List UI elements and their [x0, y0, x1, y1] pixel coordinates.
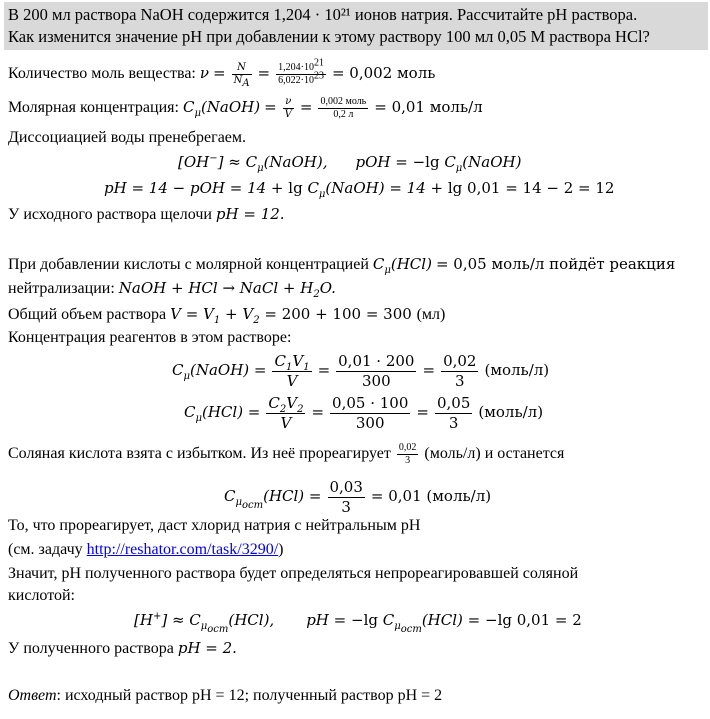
moles-result: = 0,002 моль [331, 64, 436, 83]
excess-line: Соляная кислота взята с избытком. Из неё прореагирует $\frac{0,02}{3}$ (моль/л) и останется [8, 442, 565, 466]
initial-ph-line: У исходного раствора щелочи pH = 12. [8, 205, 285, 223]
final-line-2: кислотой: [8, 587, 75, 604]
molar-result: = 0,01 моль/л [374, 98, 483, 117]
acid-add-line: При добавлении кислоты с молярной концентрацией $C_\mu(HCl) = 0,05$ моль/л пойдёт реакция [8, 255, 676, 276]
neutralization-line: нейтрализации: NaOH + HCl → NaCl + $H_2O$. [8, 279, 336, 300]
formula-c-hcl: $C_\mu(HCl)$ = $\frac{C_2V_2}{V}$ = $\frac{0,05 \cdot 100}{300}$ = $\frac{0,05}{3}$ (моль/л) [184, 394, 544, 432]
total-volume-line: Общий объем раствора $V = V_1 + V_2 = 200 + 100 = 300$ (мл) [8, 305, 446, 326]
answer-line [8, 686, 442, 706]
formula-oh: $[OH^-] \approx C_\mu(NaOH)$, pOH = −lg $C_\mu(NaOH)$ [178, 153, 522, 174]
answer-label: Ответ [8, 687, 57, 704]
reagent-conc-label: Концентрация реагентов в этом растворе: [8, 329, 292, 346]
formula-h: $[H^+] \approx C_{\mu_{ост}}(HCl)$, pH = −lg $C_{\mu_{ост}}(HCl) = -\lg$ 0,01 = 2 [134, 611, 582, 635]
molar-label: Молярная концентрация: [8, 99, 179, 117]
neutral-note: То, что прореагирует, даст хлорид натрия с нейтральным pH [8, 517, 421, 534]
problem-line-1: В 200 мл раствора NaOH содержится 1,204 · 10²¹ ионов натрия. Рассчитайте pH раствора. [8, 5, 638, 24]
answer-text: : исходный раствор pH = 12; полученный раствор pH = 2 [56, 687, 443, 704]
formula-c-remaining: $C_{\mu_{ост}}(HCl)$ = $\frac{0,03}{3}$ = 0,01 (моль/л) [224, 478, 492, 516]
formula-c-naoh: $C_\mu(NaOH)$ = $\frac{C_1V_1}{V}$ = $\frac{0,01 \cdot 200}{300}$ = $\frac{0,02}{3}$ (моль/л) [172, 352, 550, 390]
formula-ph: pH = 14 − pOH = $14 + \lg C_\mu(NaOH) = 14 + \lg 0,01 = 14 - 2 = 12$ [104, 179, 615, 200]
molar-concentration-line: Молярная концентрация: $C_\mu(NaOH)$ = $\frac{\nu}{V}$ = $\frac{\text{0,002 моль}}{0,2 л}$ = 0,01 моль/л [8, 96, 483, 120]
final-ph-value: pH = 2. [177, 639, 237, 657]
problem-statement [4, 2, 708, 50]
reshator-task-link[interactable]: http://reshator.com/task/3290/ [86, 541, 279, 558]
final-ph-line: У полученного раствора pH = 2. [8, 639, 237, 657]
see-task-line: (см. задачу http://reshator.com/task/3290/) [8, 541, 284, 558]
problem-line-2: Как изменится значение pH при добавлении к этому раствору 100 мл 0,05 М раствора HCl? [8, 27, 650, 46]
moles-line: Количество моль вещества: ν = $\frac{N}{N_A}$ = $\frac{1,204\cdot 10^{21}}{6,022\cdot 10^{23}}$ = 0,002 моль [8, 57, 436, 89]
moles-label: Количество моль вещества: [8, 65, 196, 83]
initial-ph-value: pH = 12. [215, 205, 285, 223]
dissociation-note: Диссоциацией воды пренебрегаем. [8, 129, 247, 146]
final-line-1: Значит, pH полученного раствора будет определяться непрореагировавшей соляной [8, 565, 579, 582]
